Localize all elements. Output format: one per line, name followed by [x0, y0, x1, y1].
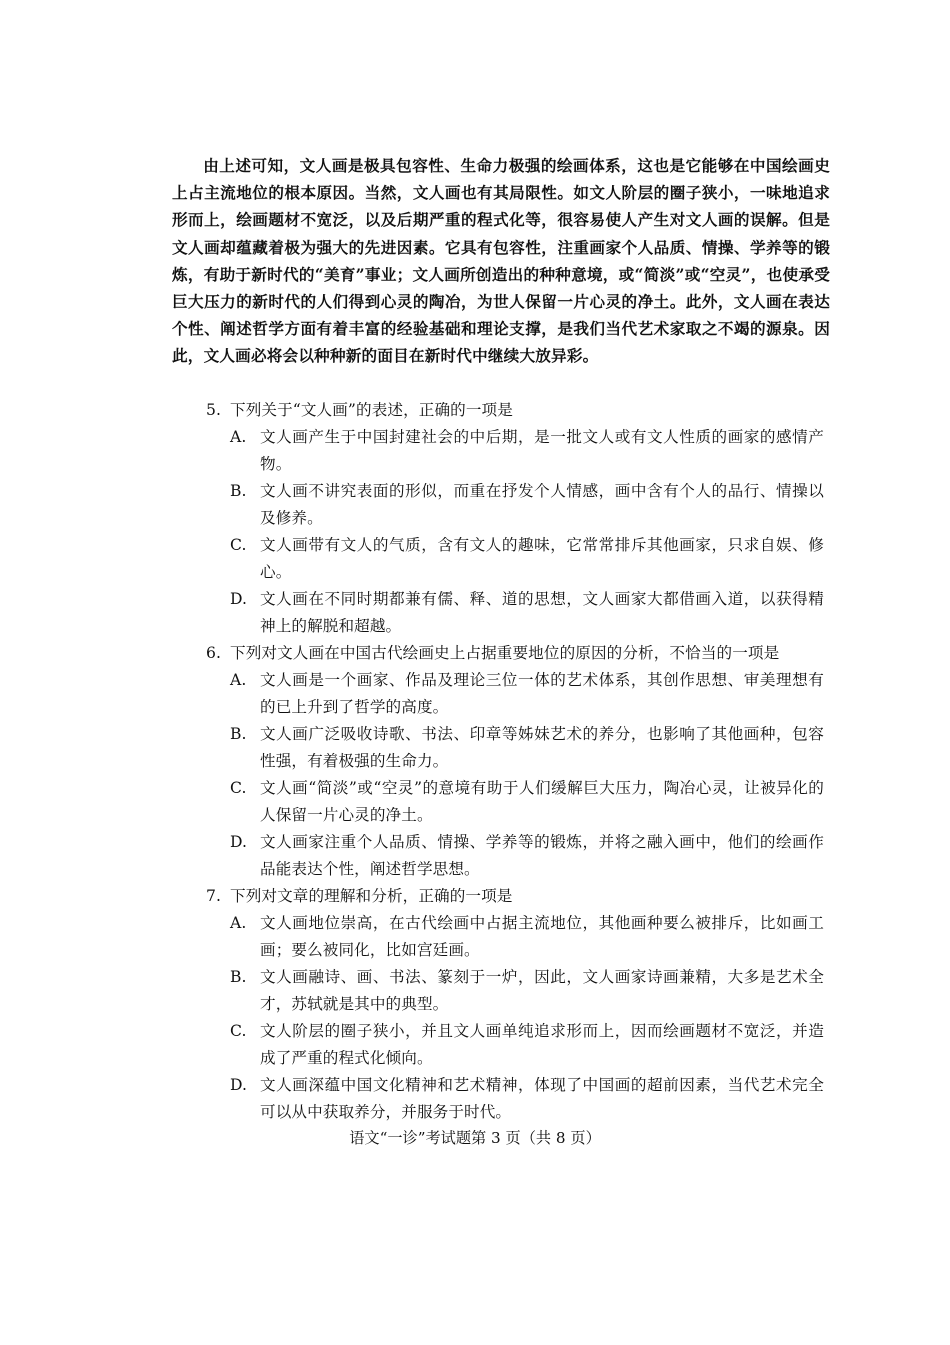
option-letter: C.: [230, 1022, 247, 1040]
option-letter: A.: [230, 428, 247, 446]
option-letter: B.: [230, 482, 247, 500]
question-5: [206, 397, 824, 640]
option-text: 文人画不讲究表面的形似，而重在抒发个人情感，画中含有个人的品行、情操以及修养。: [260, 482, 824, 527]
question-text: 下列关于“文人画”的表述，正确的一项是: [230, 401, 513, 419]
option-letter: B.: [230, 725, 247, 743]
option-text: 文人画是一个画家、作品及理论三位一体的艺术体系，其创作思想、审美理想有的已上升到了哲学的高度。: [260, 671, 824, 716]
option-c: [230, 775, 824, 829]
question-7: [206, 883, 824, 1126]
option-text: 文人画产生于中国封建社会的中后期，是一批文人或有文人性质的画家的感情产物。: [260, 428, 824, 473]
option-letter: D.: [230, 590, 248, 608]
option-text: 文人画家注重个人品质、情操、学养等的锻炼，并将之融入画中，他们的绘画作品能表达个性，阐述哲学思想。: [260, 833, 824, 878]
question-text: 下列对文人画在中国古代绘画史上占据重要地位的原因的分析，不恰当的一项是: [230, 644, 780, 662]
question-number: 5.: [206, 401, 222, 419]
option-letter: D.: [230, 833, 248, 851]
option-text: 文人阶层的圈子狭小，并且文人画单纯追求形而上，因而绘画题材不宽泛，并造成了严重的程式化倾向。: [260, 1022, 824, 1067]
option-b: [230, 478, 824, 532]
option-letter: C.: [230, 536, 247, 554]
option-text: 文人画“简淡”或“空灵”的意境有助于人们缓解巨大压力，陶冶心灵，让被异化的人保留一片心灵的净土。: [260, 779, 824, 824]
option-text: 文人画深蕴中国文化精神和艺术精神，体现了中国画的超前因素，当代艺术完全可以从中获取养分，并服务于时代。: [260, 1076, 824, 1121]
option-text: 文人画融诗、画、书法、篆刻于一炉，因此，文人画家诗画兼精，大多是艺术全才，苏轼就是其中的典型。: [260, 968, 824, 1013]
question-stem: [206, 640, 824, 667]
option-letter: D.: [230, 1076, 248, 1094]
option-d: [230, 1072, 824, 1126]
question-stem: [206, 883, 824, 910]
option-text: 文人画地位崇高，在古代绘画中占据主流地位，其他画种要么被排斥，比如画工画；要么被同化，比如宫廷画。: [260, 914, 824, 959]
option-letter: A.: [230, 671, 247, 689]
option-d: [230, 586, 824, 640]
option-letter: B.: [230, 968, 247, 986]
question-6: [206, 640, 824, 883]
option-d: [230, 829, 824, 883]
page-footer: 语文“一诊”考试题第 3 页（共 8 页）: [349, 1129, 601, 1147]
option-b: [230, 964, 824, 1018]
passage-paragraph: 由上述可知，文人画是极具包容性、生命力极强的绘画体系，这也是它能够在中国绘画史上占主流地位的根本原因。当然，文人画也有其局限性。如文人阶层的圈子狭小，一味地追求形而上，绘画题材不宽泛，以及后期严重的程式化等，很容易使人产生对文人画的误解。但是文人画却蕴藏着极为强大的先进因素。它具有包容性，注重画家个人品质、情操、学养等的锻炼，有助于新时代的“美育”事业；文人画所创造出的种种意境，或“简淡”或“空灵”，也使承受巨大压力的新时代的人们得到心灵的陶冶，为世人保留一片心灵的净土。此外，文人画在表达个性、阐述哲学方面有着丰富的经验基础和理论支撑，是我们当代艺术家取之不竭的源泉。因此，文人画必将会以种种新的面目在新时代中继续大放异彩。: [172, 156, 830, 366]
question-number: 6.: [206, 644, 222, 662]
option-letter: A.: [230, 914, 247, 932]
question-list: [206, 397, 824, 1126]
question-number: 7.: [206, 887, 222, 905]
option-a: [230, 667, 824, 721]
option-text: 文人画带有文人的气质，含有文人的趣味，它常常排斥其他画家，只求自娱、修心。: [260, 536, 824, 581]
option-letter: C.: [230, 779, 247, 797]
option-a: [230, 424, 824, 478]
question-stem: [206, 397, 824, 424]
option-text: 文人画广泛吸收诗歌、书法、印章等姊妹艺术的养分，也影响了其他画种，包容性强，有着极强的生命力。: [260, 725, 824, 770]
question-text: 下列对文章的理解和分析，正确的一项是: [230, 887, 513, 905]
option-b: [230, 721, 824, 775]
reading-passage: [172, 152, 830, 370]
option-a: [230, 910, 824, 964]
option-c: [230, 1018, 824, 1072]
option-text: 文人画在不同时期都兼有儒、释、道的思想，文人画家大都借画入道，以获得精神上的解脱和超越。: [260, 590, 824, 635]
option-c: [230, 532, 824, 586]
